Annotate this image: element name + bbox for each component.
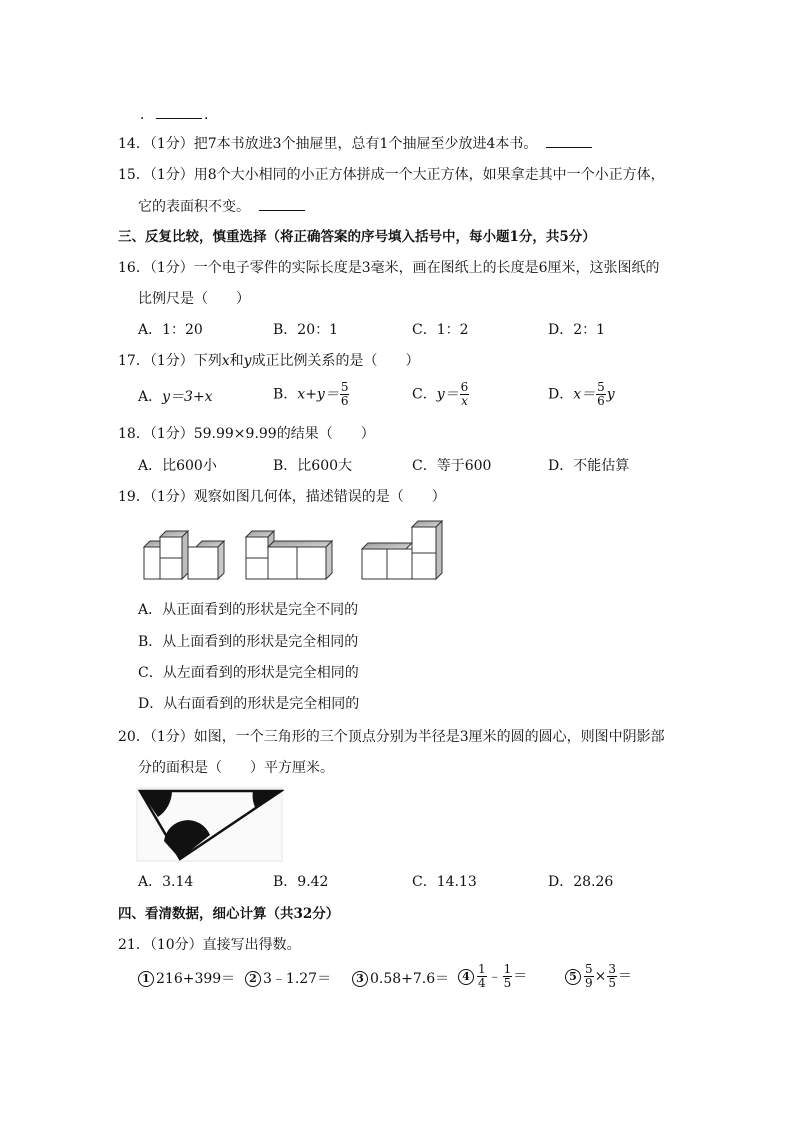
circled-number: 4 <box>458 969 474 985</box>
question-16-line1: 16．（1分）一个电子零件的实际长度是3毫米，画在图纸上的长度是6厘米，这张图纸的 <box>118 260 660 276</box>
fraction: $\frac{1}{4}$ <box>478 962 486 990</box>
q17-option-b[interactable]: B．x+y＝ $\frac{5}{6}$ <box>273 380 349 408</box>
q13-tail: ． ． <box>140 107 218 123</box>
circled-number: 1 <box>138 971 154 987</box>
q20-option-d[interactable]: D．28.26 <box>548 874 614 890</box>
q21-item-4[interactable]: 4 $\frac{1}{4}$ ﹣ $\frac{1}{5}$ ＝ <box>458 963 527 990</box>
q19-option-a[interactable]: A．从正面看到的形状是完全不同的 <box>138 602 359 618</box>
answer-blank[interactable] <box>156 106 202 119</box>
q16-option-b[interactable]: B．20：1 <box>273 322 339 338</box>
fraction: $\frac{5}{6}$ <box>597 380 605 408</box>
cube-figure-1 <box>144 531 224 579</box>
question-20-line1: 20．（1分）如图，一个三角形的三个顶点分别为半径是3厘米的圆的圆心，则图中阴影部 <box>118 729 665 745</box>
q16-option-a[interactable]: A．1：20 <box>138 322 203 338</box>
answer-blank[interactable] <box>259 198 305 211</box>
q21-item-3[interactable]: 3 0.58+7.6＝ <box>352 970 449 988</box>
question-15-line2: 它的表面积不变。 <box>138 198 307 216</box>
q16-option-c[interactable]: C．1：2 <box>412 322 469 338</box>
section-4-heading: 四、看清数据，细心计算（共32分） <box>118 906 340 922</box>
circled-number: 2 <box>245 971 261 987</box>
circled-number: 3 <box>352 971 368 987</box>
q19-cube-figures <box>136 517 452 585</box>
question-16-line2: 比例尺是（ ） <box>138 291 250 307</box>
q19-option-d[interactable]: D．从右面看到的形状是完全相同的 <box>138 696 360 712</box>
q18-option-a[interactable]: A．比600小 <box>138 458 217 474</box>
q17-option-c[interactable]: C．y＝ $\frac{6}{x}$ <box>412 380 469 408</box>
q18-option-b[interactable]: B．比600大 <box>273 458 353 474</box>
q21-item-5[interactable]: 5 $\frac{5}{9}$ × $\frac{3}{5}$ ＝ <box>565 963 632 990</box>
q21-item-2[interactable]: 2 3﹣1.27＝ <box>245 970 331 988</box>
cube-figure-3 <box>362 521 442 579</box>
question-21: 21．（10分）直接写出得数。 <box>118 937 301 953</box>
question-15-line1: 15．（1分）用8个大小相同的小正方体拼成一个大正方体，如果拿走其中一个小正方体， <box>118 167 665 183</box>
q20-option-b[interactable]: B．9.42 <box>273 874 329 890</box>
q19-option-c[interactable]: C．从左面看到的形状是完全相同的 <box>138 665 359 681</box>
q17-option-d[interactable]: D．x＝ $\frac{5}{6}$ y <box>548 380 615 408</box>
q19-option-b[interactable]: B．从上面看到的形状是完全相同的 <box>138 634 359 650</box>
q18-option-c[interactable]: C．等于600 <box>412 458 492 474</box>
q17-option-a[interactable]: A．y＝3+x <box>138 389 213 405</box>
question-19: 19．（1分）观察如图几何体，描述错误的是（ ） <box>118 489 446 505</box>
fraction: $\frac{1}{5}$ <box>503 962 512 990</box>
fraction: $\frac{5}{9}$ <box>585 962 593 990</box>
circled-number: 5 <box>565 969 581 985</box>
q16-option-d[interactable]: D．2：1 <box>548 322 606 338</box>
q18-option-d[interactable]: D．不能估算 <box>548 458 630 474</box>
question-17: 17．（1分）下列x和y成正比例关系的是（ ） <box>118 353 420 369</box>
question-14: 14．（1分）把7本书放进3个抽屉里，总有1个抽屉至少放进4本书。 <box>118 135 594 153</box>
question-20-line2: 分的面积是（ ）平方厘米。 <box>138 760 334 776</box>
question-18: 18．（1分）59.99×9.99的结果（ ） <box>118 426 375 442</box>
q20-triangle-figure <box>136 787 284 863</box>
q20-option-a[interactable]: A．3.14 <box>138 874 194 890</box>
fraction: $\frac{6}{x}$ <box>460 380 469 408</box>
answer-blank[interactable] <box>546 135 592 148</box>
q20-option-c[interactable]: C．14.13 <box>412 874 477 890</box>
q21-item-1[interactable]: 1 216+399＝ <box>138 970 235 988</box>
fraction: $\frac{3}{5}$ <box>608 962 617 990</box>
section-3-heading: 三、反复比较，慎重选择（将正确答案的序号填入括号中，每小题1分，共5分） <box>118 229 596 245</box>
fraction: $\frac{5}{6}$ <box>340 380 349 408</box>
cube-figure-2 <box>246 531 332 579</box>
